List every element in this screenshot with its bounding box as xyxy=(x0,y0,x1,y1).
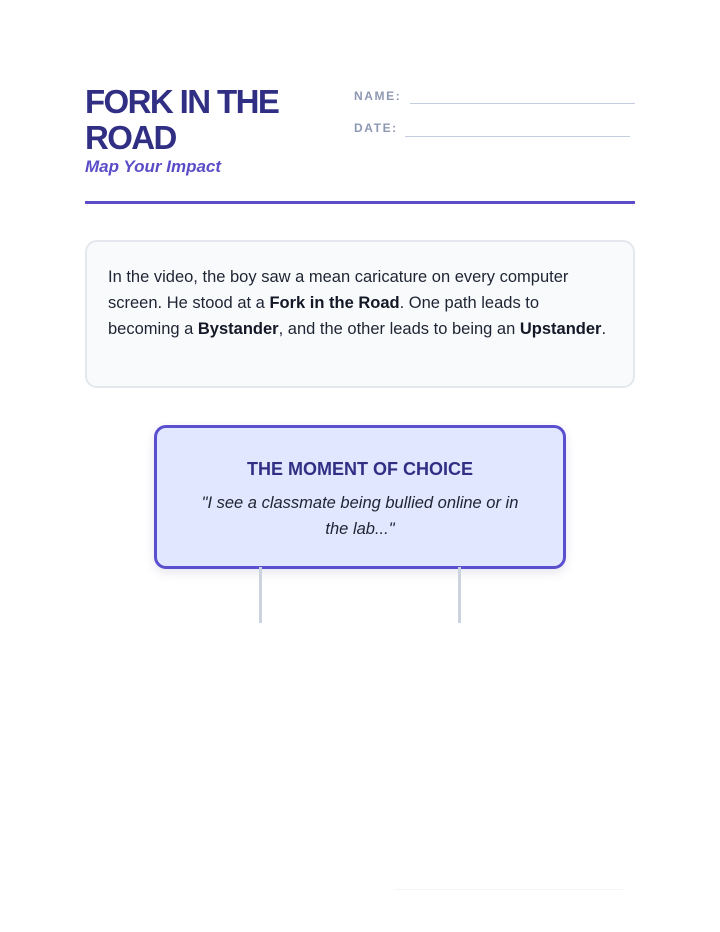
intro-bold-fork: Fork in the Road xyxy=(269,294,400,312)
name-field[interactable] xyxy=(410,103,635,104)
intro-bold-upstander: Upstander xyxy=(519,320,602,338)
faint-divider xyxy=(395,889,623,890)
intro-text-1: In the video, the boy saw a mean caricature on every computer screen. He stood at a xyxy=(108,268,569,312)
intro-text-4: . xyxy=(601,320,607,338)
intro-box xyxy=(85,240,635,388)
right-path-connector xyxy=(458,567,461,623)
date-label: DATE: xyxy=(354,121,398,135)
intro-bold-bystander: Bystander xyxy=(197,320,279,338)
name-label: NAME: xyxy=(354,89,402,103)
choice-title: THE MOMENT OF CHOICE xyxy=(247,459,473,479)
worksheet-subtitle: Map Your Impact xyxy=(85,157,222,176)
header-divider xyxy=(85,201,635,204)
intro-text-2: . One path leads to becoming a xyxy=(108,294,540,338)
worksheet-title: FORK IN THE ROAD xyxy=(85,83,279,156)
left-path-connector xyxy=(259,567,262,623)
moment-of-choice-box xyxy=(154,425,566,569)
date-field[interactable] xyxy=(405,136,630,137)
choice-quote: "I see a classmate being bullied online or in the lab..." xyxy=(201,494,519,538)
intro-text-3: , and the other leads to being an xyxy=(278,320,520,338)
intro-paragraph xyxy=(108,264,613,342)
